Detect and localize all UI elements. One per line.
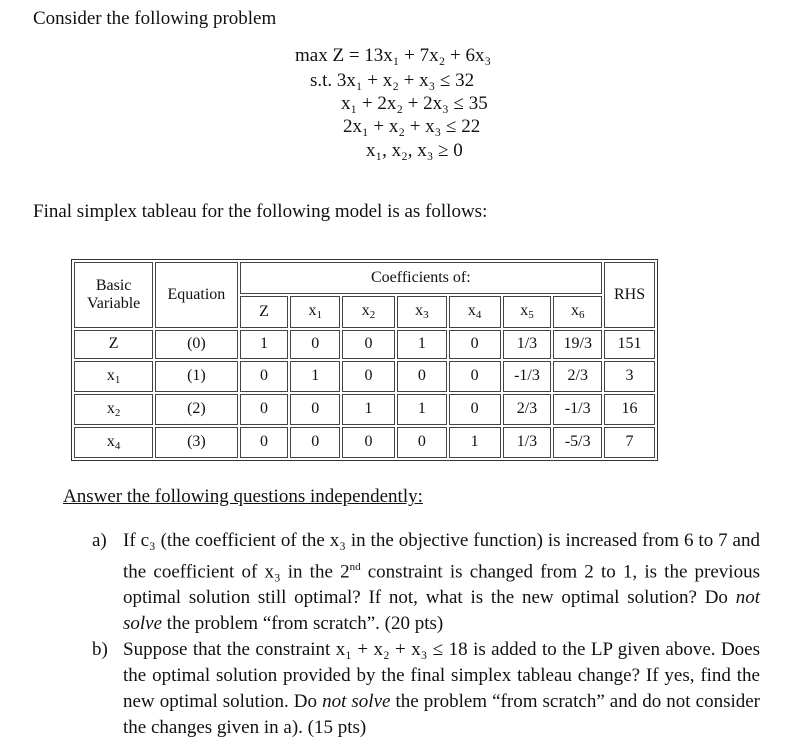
coefficient-cell: 0: [342, 330, 395, 359]
question-label: a): [92, 530, 107, 551]
coefficient-cell: 1/3: [503, 330, 552, 359]
coefficient-cell: 1: [449, 427, 501, 458]
column-header-z: Z: [240, 296, 289, 328]
coefficient-cell: 0: [449, 361, 501, 392]
coefficients-header: Coefficients of:: [240, 262, 603, 294]
basic-variable-cell: $x_1$: [74, 361, 153, 392]
column-header-x3: $x_3$: [397, 296, 447, 328]
simplex-tableau: [71, 259, 658, 461]
coefficient-cell: 0: [397, 427, 447, 458]
coefficient-cell: 1/3: [503, 427, 552, 458]
constraint-2: x₁ + 2x₂ + 2x₃ ≤ 35: [341, 93, 488, 114]
table-row: [74, 361, 655, 392]
basic-variable-cell: $x_2$: [74, 394, 153, 425]
coefficient-cell: -5/3: [553, 427, 602, 458]
rhs-header: RHS: [604, 262, 655, 328]
coefficient-cell: 0: [240, 394, 289, 425]
question-b: [92, 637, 760, 741]
question-list: [92, 528, 760, 741]
question-text: Suppose that the constraint x₁ + x₂ + x₃ ≤ 18 is added to the LP given above. Does the optimal solution provided by the final simplex tableau change? If yes, find the new optimal solution. Do: [123, 639, 760, 713]
coefficient-cell: 0: [290, 394, 340, 425]
coefficient-cell: 2/3: [503, 394, 552, 425]
question-text: the problem “from scratch” and do not consider the changes given in a). (15 pts): [123, 691, 760, 739]
coefficient-cell: 2/3: [553, 361, 602, 392]
column-header-x4: $x_4$: [449, 296, 501, 328]
column-header-x5: $x_5$: [503, 296, 552, 328]
table-row: [74, 394, 655, 425]
question-text: the problem “from scratch”. (20 pts): [162, 613, 444, 635]
equation-header: Equation: [155, 262, 237, 328]
coefficient-cell: 0: [240, 361, 289, 392]
coefficient-cell: 0: [342, 361, 395, 392]
table-row: [74, 330, 655, 359]
equation-cell: (3): [155, 427, 237, 458]
rhs-cell: 7: [604, 427, 655, 458]
question-a: [92, 528, 760, 637]
question-text: If c₃ (the coefficient of the x₃ in the objective function) is increased from 6 to 7 and the coefficient of x₃ in the 2: [123, 530, 760, 583]
coefficient-cell: 1: [397, 330, 447, 359]
coefficient-cell: 0: [449, 330, 501, 359]
coefficient-cell: 1: [397, 394, 447, 425]
equation-cell: (2): [155, 394, 237, 425]
column-header-x6: $x_6$: [553, 296, 602, 328]
basic-variable-cell: $x_4$: [74, 427, 153, 458]
rhs-cell: 16: [604, 394, 655, 425]
column-header-x2: $x_2$: [342, 296, 395, 328]
basic-variable-header: Basic Variable: [74, 262, 153, 328]
coefficient-cell: -1/3: [553, 394, 602, 425]
coefficient-cell: 1: [290, 361, 340, 392]
constraint-3: 2x₁ + x₂ + x₃ ≤ 22: [343, 116, 481, 137]
rhs-cell: 3: [604, 361, 655, 392]
coefficient-cell: 19/3: [553, 330, 602, 359]
equation-cell: (1): [155, 361, 237, 392]
basic-variable-cell: Z: [74, 330, 153, 359]
equation-cell: (0): [155, 330, 237, 359]
nonnegativity-constraint: x₁, x₂, x₃ ≥ 0: [366, 140, 463, 161]
coefficient-cell: 0: [397, 361, 447, 392]
column-header-x1: $x_1$: [290, 296, 340, 328]
coefficient-cell: 0: [290, 330, 340, 359]
ordinal-suffix: nd: [349, 561, 361, 573]
answer-instructions: Answer the following questions independently:: [63, 486, 423, 507]
coefficient-cell: 0: [342, 427, 395, 458]
coefficient-cell: 1: [342, 394, 395, 425]
question-label: b): [92, 639, 108, 661]
question-text: constraint is changed from 2 to 1, is the previous optimal solution still optimal? If not, what is the new optimal solution? Do: [123, 561, 760, 609]
coefficient-cell: 0: [290, 427, 340, 458]
coefficient-cell: -1/3: [503, 361, 552, 392]
table-row: [74, 427, 655, 458]
objective-function: max Z = 13x₁ + 7x₂ + 6x₃: [295, 45, 492, 66]
coefficient-cell: 1: [240, 330, 289, 359]
rhs-cell: 151: [604, 330, 655, 359]
emphasis-text: not solve: [322, 691, 391, 713]
tableau-intro-text: Final simplex tableau for the following model is as follows:: [33, 201, 488, 222]
coefficient-cell: 0: [449, 394, 501, 425]
intro-text: Consider the following problem: [33, 8, 277, 29]
coefficient-cell: 0: [240, 427, 289, 458]
constraint-1: s.t. 3x₁ + x₂ + x₃ ≤ 32: [310, 70, 475, 91]
emphasis-text: not solve: [123, 587, 760, 635]
